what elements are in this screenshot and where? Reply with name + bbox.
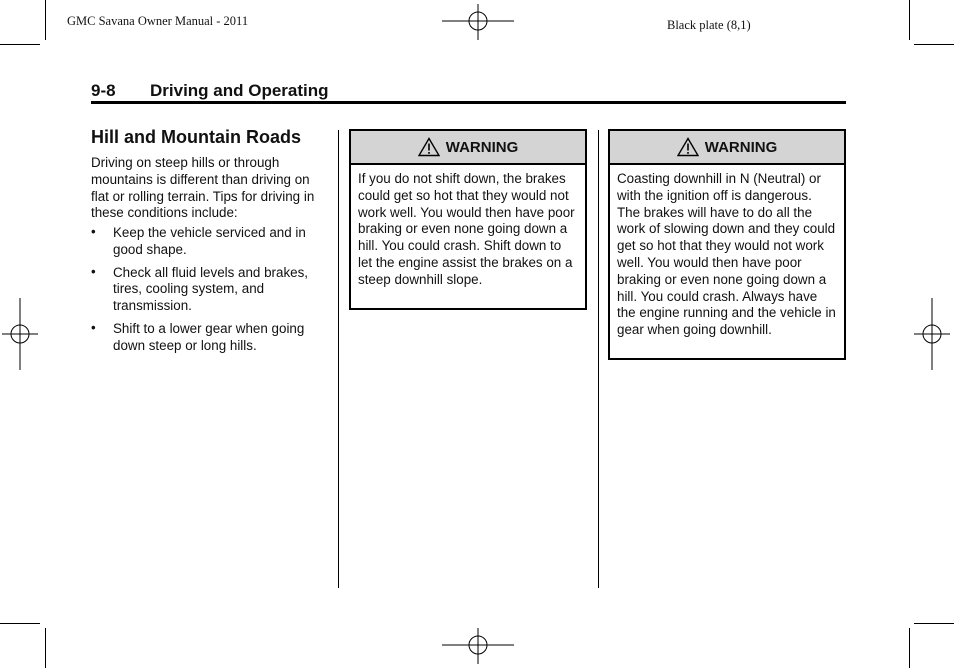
page-number: 9-8: [91, 81, 116, 100]
bullet-icon: •: [91, 319, 96, 335]
crop-mark: [914, 623, 954, 624]
chapter-title: Driving and Operating: [150, 81, 329, 100]
bullet-icon: •: [91, 224, 96, 239]
registration-mark-icon: [440, 626, 516, 666]
bullet-icon: •: [91, 263, 96, 279]
manual-name: GMC Savana Owner Manual - 2011: [67, 14, 249, 28]
plate-label: Black plate (8,1): [667, 18, 751, 32]
list-item: [91, 321, 331, 355]
list-item: [91, 225, 331, 259]
list-item-text: Shift to a lower gear when going down steep or long hills.: [113, 320, 305, 353]
warning-box: [608, 129, 846, 360]
intro-paragraph: Driving on steep hills or through mountains is different than driving on flat or rolling terrain. Tips for driving in these conditions include:: [91, 155, 315, 221]
warning-text: If you do not shift down, the brakes could get so hot that they would not work well. You would then have poor braking or even none going down a hill. You could crash. Shift down to let the engine assist the brakes on a steep downhill slope.: [358, 171, 575, 287]
crop-mark: [45, 628, 46, 668]
warning-box: [349, 129, 587, 310]
tips-list: [91, 225, 331, 361]
warning-header: [351, 131, 585, 165]
warning-triangle-icon: [418, 137, 440, 157]
registration-mark-icon: [912, 296, 952, 372]
crop-mark: [914, 44, 954, 45]
crop-mark: [0, 623, 40, 624]
crop-mark: [0, 44, 40, 45]
header-rule: [91, 101, 846, 104]
registration-mark-icon: [440, 2, 516, 42]
warning-label: WARNING: [704, 138, 778, 156]
crop-mark: [909, 628, 910, 668]
list-item-text: Keep the vehicle serviced and in good shape.: [113, 225, 306, 257]
warning-text: Coasting downhill in N (Neutral) or with the ignition off is dangerous. The brakes will have to do all the work of slowing down and they could get so hot that they would not work well. You would then have poor braking or even none going down a hill. You could crash. Always have the engine running and the vehicle in gear when going downhill.: [617, 171, 836, 338]
warning-triangle-icon: [677, 137, 699, 157]
registration-mark-icon: [0, 296, 40, 372]
list-item: [91, 265, 331, 315]
section-title: Hill and Mountain Roads: [91, 127, 301, 147]
crop-mark: [45, 0, 46, 40]
column-divider: [598, 130, 599, 588]
column-divider: [338, 130, 339, 588]
warning-header: [610, 131, 844, 165]
list-item-text: Check all fluid levels and brakes, tires, cooling system, and transmission.: [113, 264, 309, 314]
warning-label: WARNING: [445, 138, 519, 156]
crop-mark: [909, 0, 910, 40]
